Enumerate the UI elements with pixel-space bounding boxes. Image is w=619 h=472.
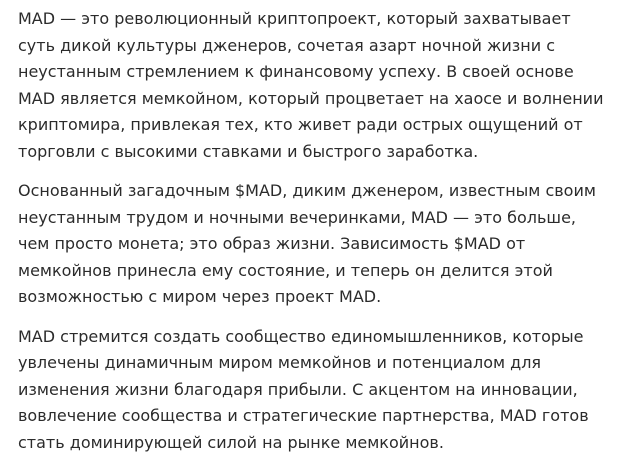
paragraph-spacer xyxy=(18,311,618,324)
text-line: MAD является мемкойном, который процветает на хаосе и волнении xyxy=(18,88,604,108)
text-line: возможностью с миром через проект MAD. xyxy=(18,287,382,306)
text-line: MAD стремится создать сообщество единомышленников, которые xyxy=(18,326,584,346)
text-line: неустанным стремлением к финансовому успеху. В своей основе xyxy=(18,62,574,81)
text-line: изменения жизни благодаря прибыли. С акцентом на инновации, xyxy=(18,379,578,399)
text-line: MAD — это революционный криптопроект, который захватывает xyxy=(18,9,571,28)
text-line: стать доминирующей силой на рынке мемкойнов. xyxy=(18,432,444,452)
text-line: Основанный загадочным $MAD, диким дженером, известным своим xyxy=(18,181,596,200)
text-line: чем просто монета; это образ жизни. Зависимость $MAD от xyxy=(18,234,526,253)
paragraph-mission xyxy=(18,324,618,457)
paragraph-intro xyxy=(18,6,618,165)
text-line: мемкойнов принесла ему состояние, и теперь он делится этой xyxy=(18,260,553,280)
paragraph-spacer xyxy=(18,165,618,178)
paragraph-founder xyxy=(18,178,618,311)
text-line: суть дикой культуры дженеров, сочетая азарт ночной жизни с xyxy=(18,35,556,55)
text-line: вовлечение сообщества и стратегические партнерства, MAD готов xyxy=(18,406,589,425)
text-line: увлечены динамичным миром мемкойнов и потенциалом для xyxy=(18,353,542,372)
text-line: криптомира, привлекая тех, кто живет ради острых ощущений от xyxy=(18,115,583,134)
text-line: торговли с высокими ставками и быстрого заработка. xyxy=(18,141,479,161)
document-body xyxy=(18,6,618,456)
text-line: неустанным трудом и ночными вечеринками, MAD — это больше, xyxy=(18,207,576,227)
